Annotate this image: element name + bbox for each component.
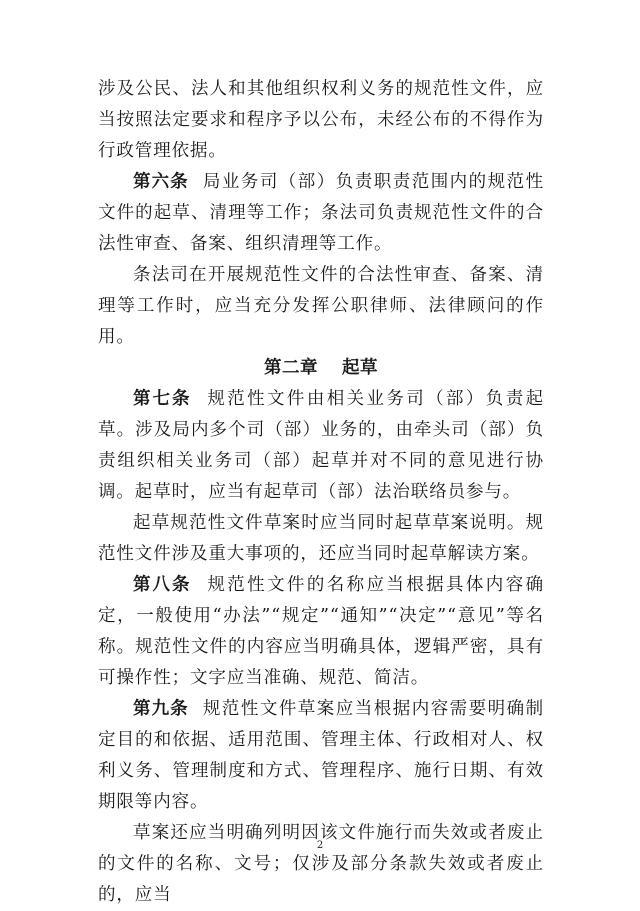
article-6-text: 局业务司（部）负责职责范围内的规范性文件的起草、清理等工作；条法司负责规范性文件的合法性审查、备案、组织清理等工作。 [98,172,545,254]
article-8 [98,570,544,694]
paragraph-legal-review: 条法司在开展规范性文件的合法性审查、备案、清理等工作时，应当充分发挥公职律师、法律顾问的作用。 [98,265,544,347]
page-number: 2 [316,840,324,851]
article-7-label: 第七条 [133,389,192,409]
document-page [98,74,544,911]
article-6 [98,167,544,260]
article-9 [98,694,544,818]
chapter-title: 起草 [342,358,378,378]
article-7 [98,384,544,508]
chapter-number: 第二章 [264,358,318,378]
article-8-text: 规范性文件的名称应当根据具体内容确定，一般使用“办法”“规定”“通知”“决定”“意见”等名称。规范性文件的内容应当明确具体，逻辑严密，具有可操作性；文字应当准确、规范、简洁。 [98,575,544,688]
chapter-heading [98,353,544,384]
article-9-text: 规范性文件草案应当根据内容需要明确制定目的和依据、适用范围、管理主体、行政相对人、权利义务、管理制度和方式、管理程序、施行日期、有效期限等内容。 [98,699,545,812]
paragraph-repeal-list: 草案还应当明确列明因该文件施行而失效或者废止的文件的名称、文号；仅涉及部分条款失效或者废止的，应当 [98,823,544,905]
article-9-label: 第九条 [133,699,189,719]
paragraph-draft-explanation: 起草规范性文件草案时应当同时起草草案说明。规范性文件涉及重大事项的，还应当同时起草解读方案。 [98,513,544,564]
article-7-text: 规范性文件由相关业务司（部）负责起草。涉及局内多个司（部）业务的，由牵头司（部）负责组织相关业务司（部）起草并对不同的意见进行协调。起草时，应当有起草司（部）法治联络员参与。 [98,389,544,502]
article-8-label: 第八条 [133,575,192,595]
paragraph-publication: 涉及公民、法人和其他组织权利义务的规范性文件，应当按照法定要求和程序予以公布，未经公布的不得作为行政管理依据。 [98,79,544,161]
article-6-label: 第六条 [133,172,189,192]
